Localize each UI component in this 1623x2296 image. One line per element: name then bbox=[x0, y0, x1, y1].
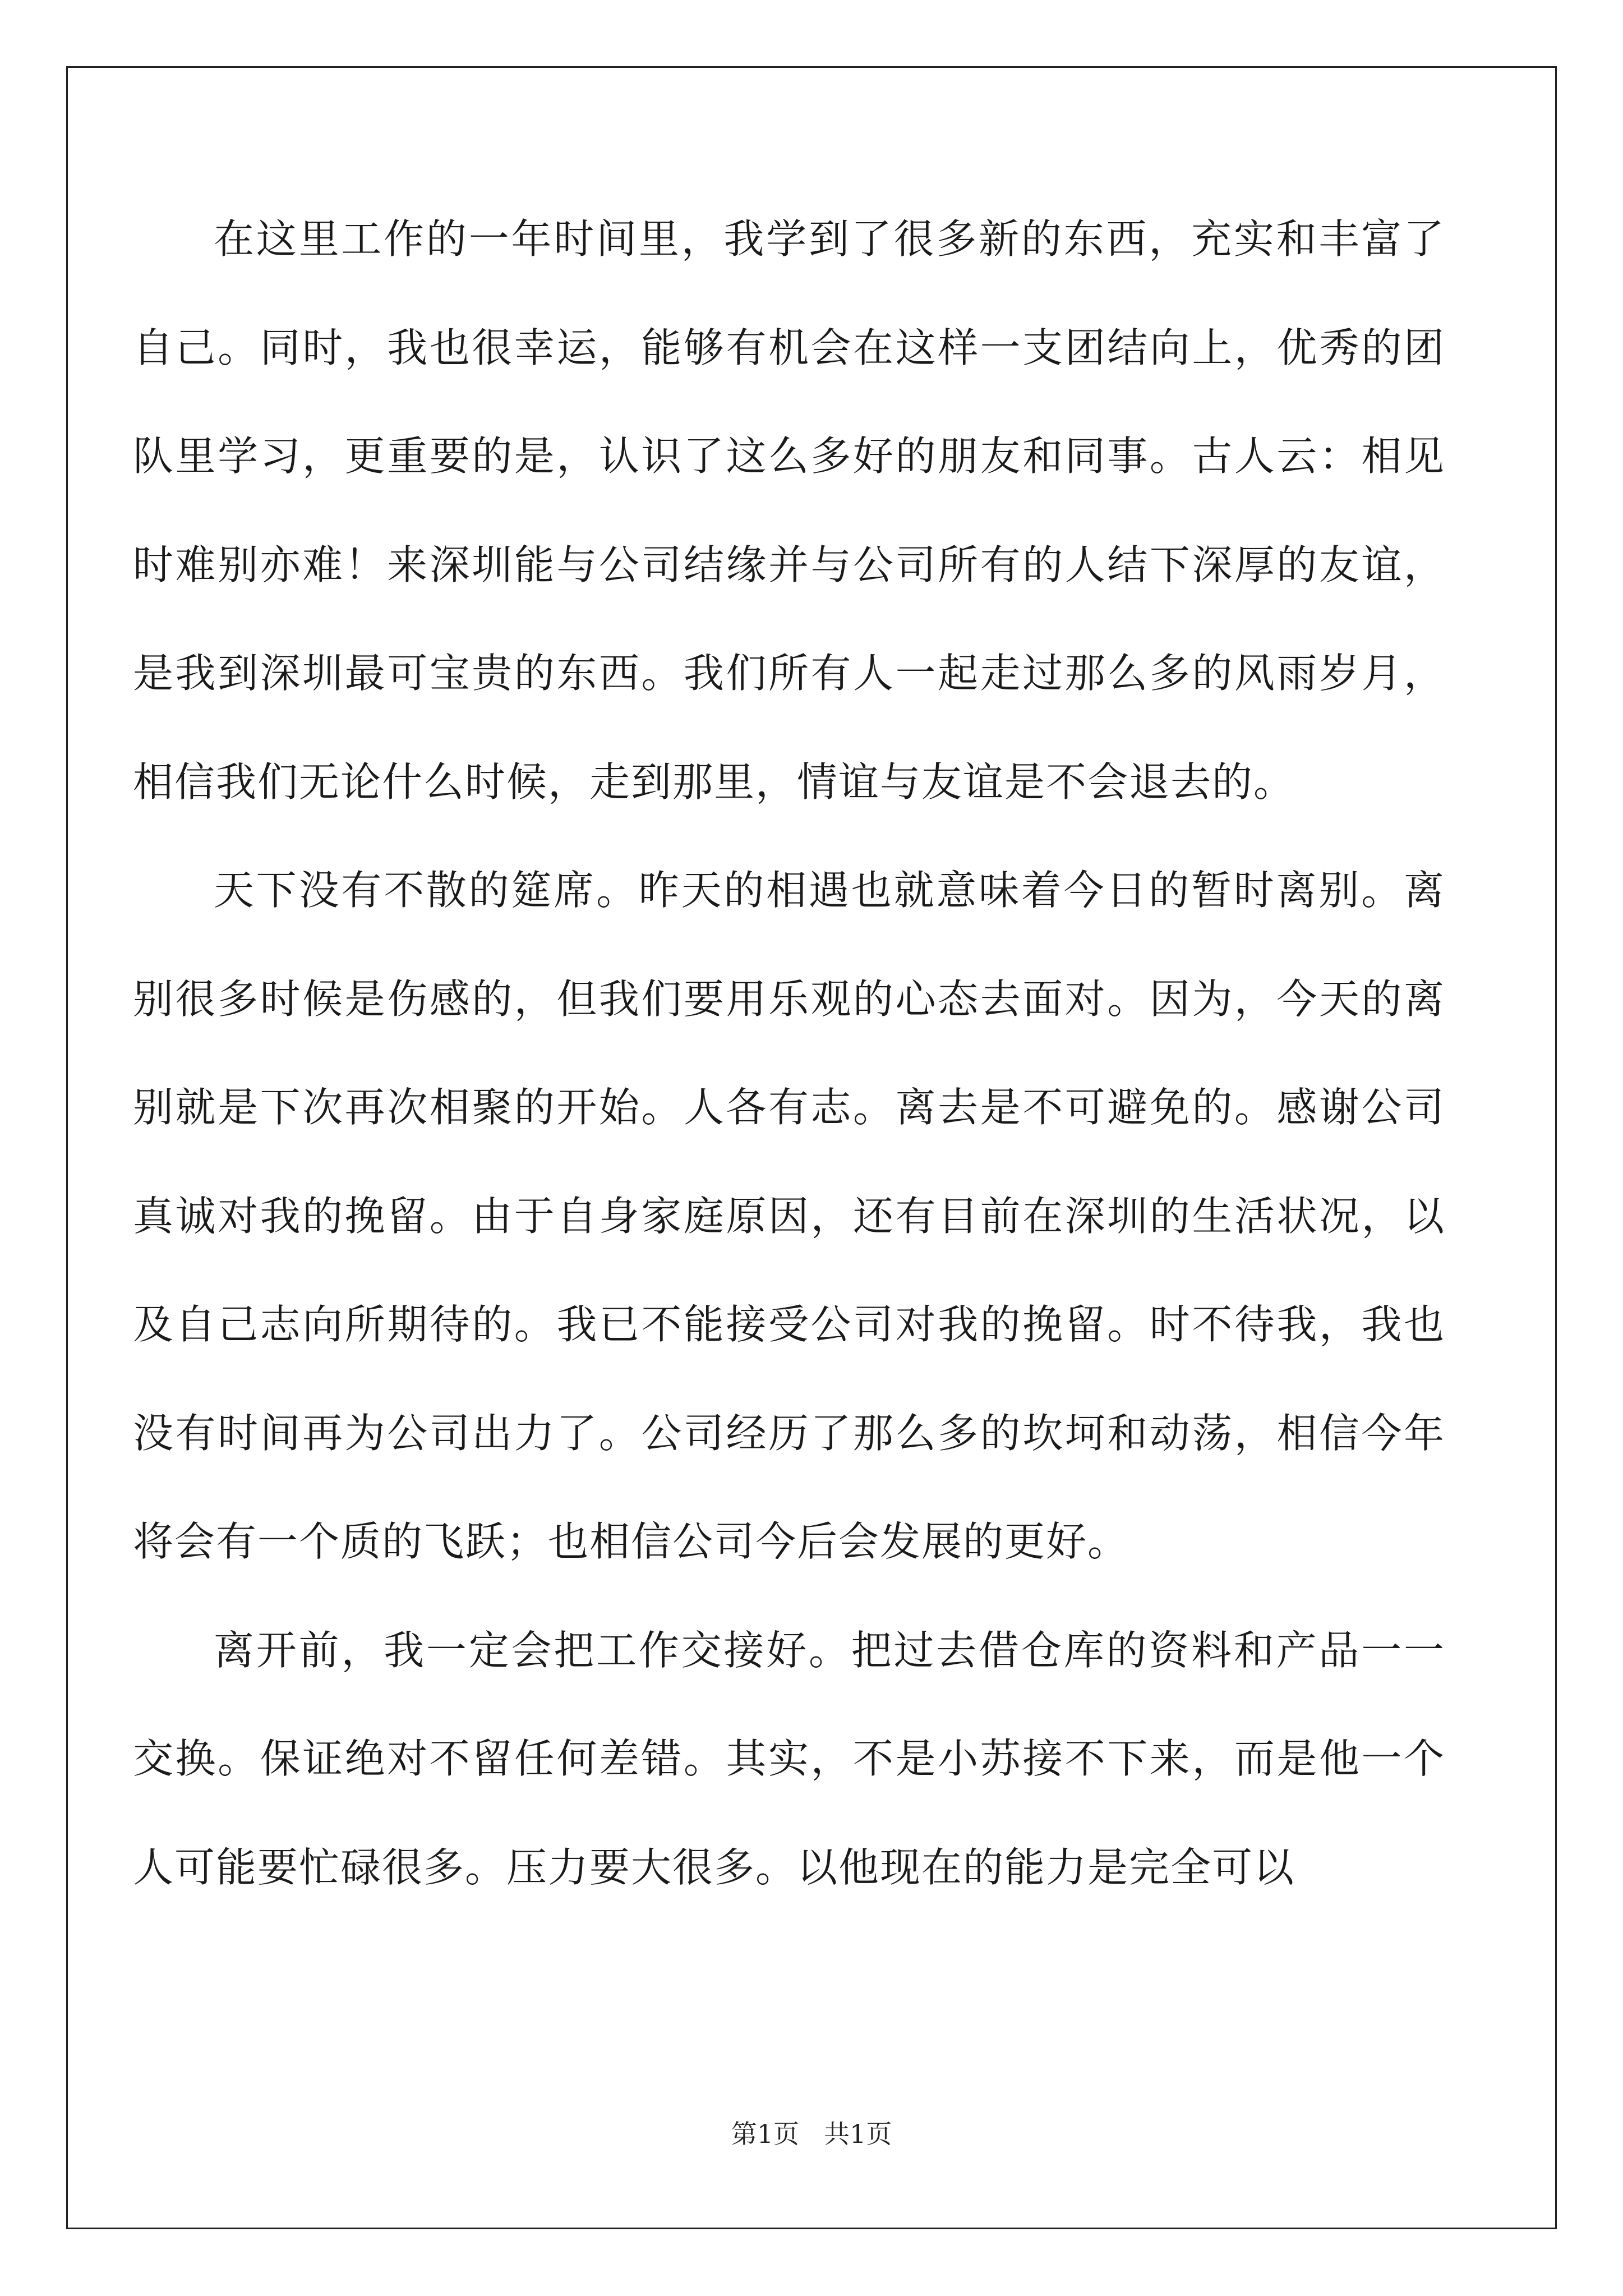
page-number: 第1页 bbox=[731, 2119, 800, 2149]
paragraph-3: 离开前，我一定会把工作交接好。把过去借仓库的资料和产品一一交换。保证绝对不留任何差错。其实，不是小苏接不下来，而是他一个人可能要忙碌很多。压力要大很多。以他现在的能力是完全可以 bbox=[133, 1626, 1445, 1891]
page-footer bbox=[0, 2114, 1623, 2151]
page-total: 共1页 bbox=[823, 2119, 892, 2149]
paragraph-2: 天下没有不散的筵席。昨天的相遇也就意味着今日的暂时离别。离别很多时候是伤感的，但我们要用乐观的心态去面对。因为，今天的离别就是下次再次相聚的开始。人各有志。离去是不可避免的。感谢公司真诚对我的挽留。由于自身家庭原因，还有目前在深圳的生活状况，以及自己志向所期待的。我已不能接受公司对我的挽留。时不待我，我也没有时间再为公司出力了。公司经历了那么多的坎坷和动荡，相信今年将会有一个质的飞跃；也相信公司今后会发展的更好。 bbox=[133, 867, 1445, 1565]
paragraph-1: 在这里工作的一年时间里，我学到了很多新的东西，充实和丰富了自己。同时，我也很幸运，能够有机会在这样一支团结向上，优秀的团队里学习，更重要的是，认识了这么多好的朋友和同事。古人云：相见时难别亦难！来深圳能与公司结缘并与公司所有的人结下深厚的友谊，是我到深圳最可宝贵的东西。我们所有人一起走过那么多的风雨岁月，相信我们无论什么时候，走到那里，情谊与友谊是不会退去的。 bbox=[133, 215, 1445, 806]
document-body bbox=[133, 185, 1445, 1922]
